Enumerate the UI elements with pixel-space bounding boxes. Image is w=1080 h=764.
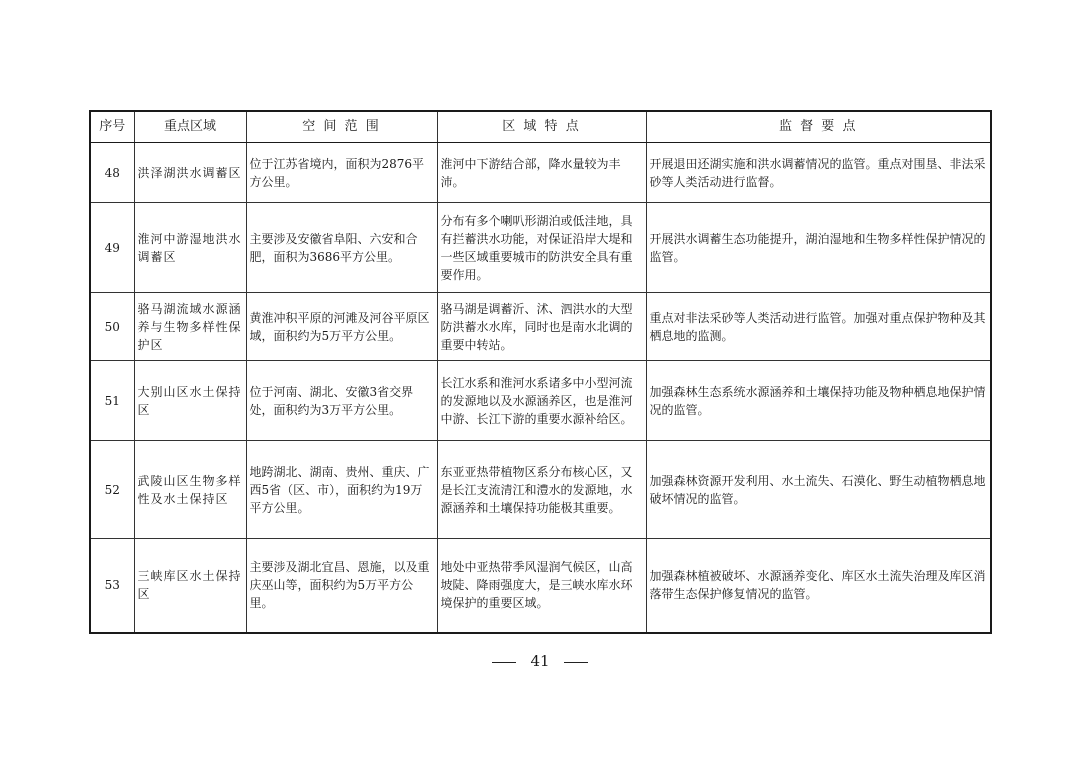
table-header-row — [90, 111, 991, 143]
row-serial-number: 48 — [90, 143, 134, 203]
row-spatial-scope: 主要涉及湖北宜昌、恩施，以及重庆巫山等，面积约为5万平方公里。 — [246, 539, 437, 633]
row-serial-number: 50 — [90, 293, 134, 361]
row-spatial-scope: 地跨湖北、湖南、贵州、重庆、广西5省（区、市），面积约为19万平方公里。 — [246, 441, 437, 539]
header-key-area: 重点区域 — [134, 111, 246, 143]
table-row — [90, 293, 991, 361]
header-regional-features: 区 域 特 点 — [437, 111, 646, 143]
row-supervision-focus: 加强森林资源开发利用、水土流失、石漠化、野生动植物栖息地破坏情况的监管。 — [646, 441, 991, 539]
row-supervision-focus: 开展洪水调蓄生态功能提升，湖泊湿地和生物多样性保护情况的监管。 — [646, 203, 991, 293]
row-supervision-focus: 加强森林植被破坏、水源涵养变化、库区水土流失治理及库区消落带生态保护修复情况的监管。 — [646, 539, 991, 633]
row-serial-number: 53 — [90, 539, 134, 633]
row-regional-features: 长江水系和淮河水系诸多中小型河流的发源地以及水源涵养区，也是淮河中游、长江下游的重要水源补给区。 — [437, 361, 646, 441]
header-supervision-focus: 监 督 要 点 — [646, 111, 991, 143]
row-regional-features: 分布有多个喇叭形湖泊或低洼地，具有拦蓄洪水功能，对保证沿岸大堤和一些区域重要城市的防洪安全具有重要作用。 — [437, 203, 646, 293]
regional-supervision-table — [89, 110, 992, 634]
table-row — [90, 361, 991, 441]
header-serial-number: 序号 — [90, 111, 134, 143]
row-spatial-scope: 黄淮冲积平原的河滩及河谷平原区域，面积约为5万平方公里。 — [246, 293, 437, 361]
row-regional-features: 东亚亚热带植物区系分布核心区，又是长江支流清江和澧水的发源地，水源涵养和土壤保持功能极其重要。 — [437, 441, 646, 539]
row-spatial-scope: 位于江苏省境内，面积为2876平方公里。 — [246, 143, 437, 203]
row-key-area: 骆马湖流域水源涵养与生物多样性保护区 — [134, 293, 246, 361]
row-regional-features: 骆马湖是调蓄沂、沭、泗洪水的大型防洪蓄水水库，同时也是南水北调的重要中转站。 — [437, 293, 646, 361]
row-key-area: 三峡库区水土保持区 — [134, 539, 246, 633]
row-supervision-focus: 重点对非法采砂等人类活动进行监管。加强对重点保护物种及其栖息地的监测。 — [646, 293, 991, 361]
table-row — [90, 203, 991, 293]
table-row — [90, 441, 991, 539]
row-spatial-scope: 主要涉及安徽省阜阳、六安和合肥，面积为3686平方公里。 — [246, 203, 437, 293]
row-serial-number: 49 — [90, 203, 134, 293]
row-serial-number: 51 — [90, 361, 134, 441]
row-regional-features: 地处中亚热带季风湿润气候区，山高坡陡、降雨强度大，是三峡水库水环境保护的重要区域。 — [437, 539, 646, 633]
header-spatial-scope: 空 间 范 围 — [246, 111, 437, 143]
table-row — [90, 143, 991, 203]
row-supervision-focus: 加强森林生态系统水源涵养和土壤保持功能及物种栖息地保护情况的监管。 — [646, 361, 991, 441]
row-key-area: 武陵山区生物多样性及水土保持区 — [134, 441, 246, 539]
table-row — [90, 539, 991, 633]
row-key-area: 淮河中游湿地洪水调蓄区 — [134, 203, 246, 293]
page-footer — [0, 652, 1080, 670]
dash-right — [564, 662, 588, 663]
row-serial-number: 52 — [90, 441, 134, 539]
row-key-area: 大别山区水土保持区 — [134, 361, 246, 441]
row-key-area: 洪泽湖洪水调蓄区 — [134, 143, 246, 203]
page-number: 41 — [530, 652, 550, 670]
row-regional-features: 淮河中下游结合部，降水量较为丰沛。 — [437, 143, 646, 203]
dash-left — [492, 662, 516, 663]
row-supervision-focus: 开展退田还湖实施和洪水调蓄情况的监管。重点对围垦、非法采砂等人类活动进行监督。 — [646, 143, 991, 203]
row-spatial-scope: 位于河南、湖北、安徽3省交界处，面积约为3万平方公里。 — [246, 361, 437, 441]
